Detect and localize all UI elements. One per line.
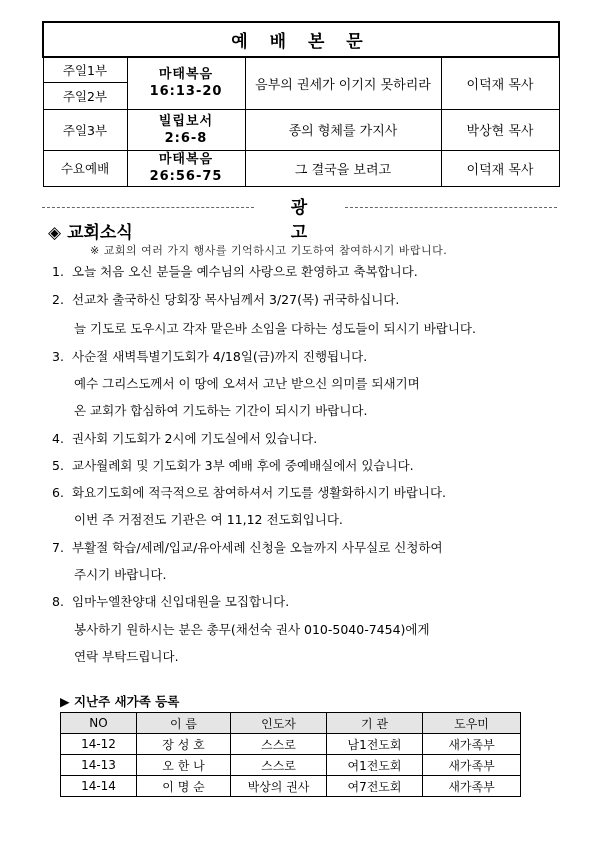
bible-reference <box>127 57 245 109</box>
item-number: 1. <box>52 264 64 279</box>
item-text: 부활절 학습/세례/입교/유아세례 신청을 오늘까지 사무실로 신청하여 <box>72 540 443 555</box>
item-number: 8. <box>52 594 64 609</box>
new-family-table <box>60 712 521 797</box>
item-text-continued: 늘 기도로 도우시고 각자 맡은바 소임을 다하는 성도들이 되시기 바랍니다. <box>74 321 476 336</box>
list-item <box>52 538 572 556</box>
table-cell: 장 성 호 <box>137 734 231 755</box>
table-cell: 새가족부 <box>423 734 521 755</box>
table-cell: 오 한 나 <box>137 755 231 776</box>
table-header-row <box>61 713 521 734</box>
item-number: 4. <box>52 431 64 446</box>
column-header: 인도자 <box>231 713 327 734</box>
item-number: 2. <box>52 292 64 307</box>
diamond-icon: ◈ <box>48 223 62 243</box>
ad-title: 광 고 <box>290 198 322 243</box>
bible-reference <box>127 109 245 150</box>
column-header: NO <box>61 713 137 734</box>
item-text-continued: 온 교회가 합심하여 기도하는 기간이 되시기 바랍니다. <box>74 403 368 418</box>
preacher-name: 이덕재 목사 <box>441 150 559 186</box>
item-text-continued: 봉사하기 원하시는 분은 총무(채선숙 권사 010-5040-7454)에게 <box>74 622 430 637</box>
list-item <box>52 262 572 280</box>
service-name: 수요예배 <box>43 150 127 186</box>
table-cell: 이 명 순 <box>137 776 231 797</box>
list-item <box>52 456 572 474</box>
bible-verse: 2:6-8 <box>164 130 208 146</box>
sermon-title: 음부의 권세가 이기지 못하리라 <box>245 57 441 109</box>
service-name: 주일3부 <box>43 109 127 150</box>
bible-book: 빌립보서 <box>158 113 214 129</box>
divider-left <box>42 207 254 209</box>
table-cell: 여7전도회 <box>327 776 423 797</box>
sermon-title: 그 결국을 보려고 <box>245 150 441 186</box>
table-cell: 스스로 <box>231 734 327 755</box>
column-header: 도우미 <box>423 713 521 734</box>
worship-title: 예 배 본 문 <box>43 22 559 57</box>
list-item <box>52 347 572 365</box>
item-text: 권사회 기도회가 2시에 기도실에서 있습니다. <box>72 431 318 446</box>
list-item <box>52 429 572 447</box>
table-cell: 14-14 <box>61 776 137 797</box>
news-note: ※ 교회의 여러 가지 행사를 기억하시고 기도하여 참여하시기 바랍니다. <box>90 244 448 257</box>
item-text: 선교차 출국하신 당회장 목사님께서 3/27(목) 귀국하십니다. <box>72 292 400 307</box>
list-item <box>52 483 572 501</box>
table-cell: 14-13 <box>61 755 137 776</box>
table-cell: 새가족부 <box>423 755 521 776</box>
bible-verse: 26:56-75 <box>149 169 223 184</box>
service-name: 주일2부 <box>43 82 127 109</box>
table-row <box>61 755 521 776</box>
list-item <box>52 592 572 610</box>
item-text-continued: 연락 부탁드립니다. <box>74 649 179 664</box>
item-text: 교사월례회 및 기도회가 3부 예배 후에 중예배실에서 있습니다. <box>72 458 414 473</box>
table-row <box>61 776 521 797</box>
item-number: 7. <box>52 540 64 555</box>
table-cell: 스스로 <box>231 755 327 776</box>
divider-right <box>345 207 557 209</box>
worship-table <box>42 21 560 187</box>
item-text-continued: 주시기 바랍니다. <box>74 567 167 582</box>
item-text: 사순절 새벽특별기도회가 4/18일(금)까지 진행됩니다. <box>72 349 368 364</box>
table-cell: 14-12 <box>61 734 137 755</box>
preacher-name: 이덕재 목사 <box>441 57 559 109</box>
list-item <box>52 290 572 308</box>
news-heading <box>48 218 133 243</box>
bible-reference <box>127 150 245 186</box>
item-text-continued: 이번 주 거점전도 기관은 여 11,12 전도회입니다. <box>74 512 343 527</box>
table-cell: 남1전도회 <box>327 734 423 755</box>
table-cell: 박상의 권사 <box>231 776 327 797</box>
bible-book: 마태복음 <box>158 152 214 167</box>
item-text: 임마누엘찬양대 신입대원을 모집합니다. <box>72 594 290 609</box>
item-text: 화요기도회에 적극적으로 참여하셔서 기도를 생활화하시기 바랍니다. <box>72 485 447 500</box>
service-name: 주일1부 <box>43 57 127 82</box>
news-heading-text: 교회소식 <box>67 223 133 243</box>
item-text: 오늘 처음 오신 분들을 예수님의 사랑으로 환영하고 축복합니다. <box>72 264 418 279</box>
bible-verse: 16:13-20 <box>149 84 223 100</box>
column-header: 기 관 <box>327 713 423 734</box>
table-cell: 새가족부 <box>423 776 521 797</box>
table-row <box>61 734 521 755</box>
bible-book: 마태복음 <box>158 67 214 83</box>
column-header: 이 름 <box>137 713 231 734</box>
item-number: 3. <box>52 349 64 364</box>
new-family-heading: ▶ 지난주 새가족 등록 <box>60 694 180 709</box>
item-number: 6. <box>52 485 64 500</box>
sermon-title: 종의 형체를 가지사 <box>245 109 441 150</box>
preacher-name: 박상현 목사 <box>441 109 559 150</box>
table-cell: 여1전도회 <box>327 755 423 776</box>
item-number: 5. <box>52 458 64 473</box>
item-text-continued: 예수 그리스도께서 이 땅에 오셔서 고난 받으신 의미를 되새기며 <box>74 376 420 391</box>
